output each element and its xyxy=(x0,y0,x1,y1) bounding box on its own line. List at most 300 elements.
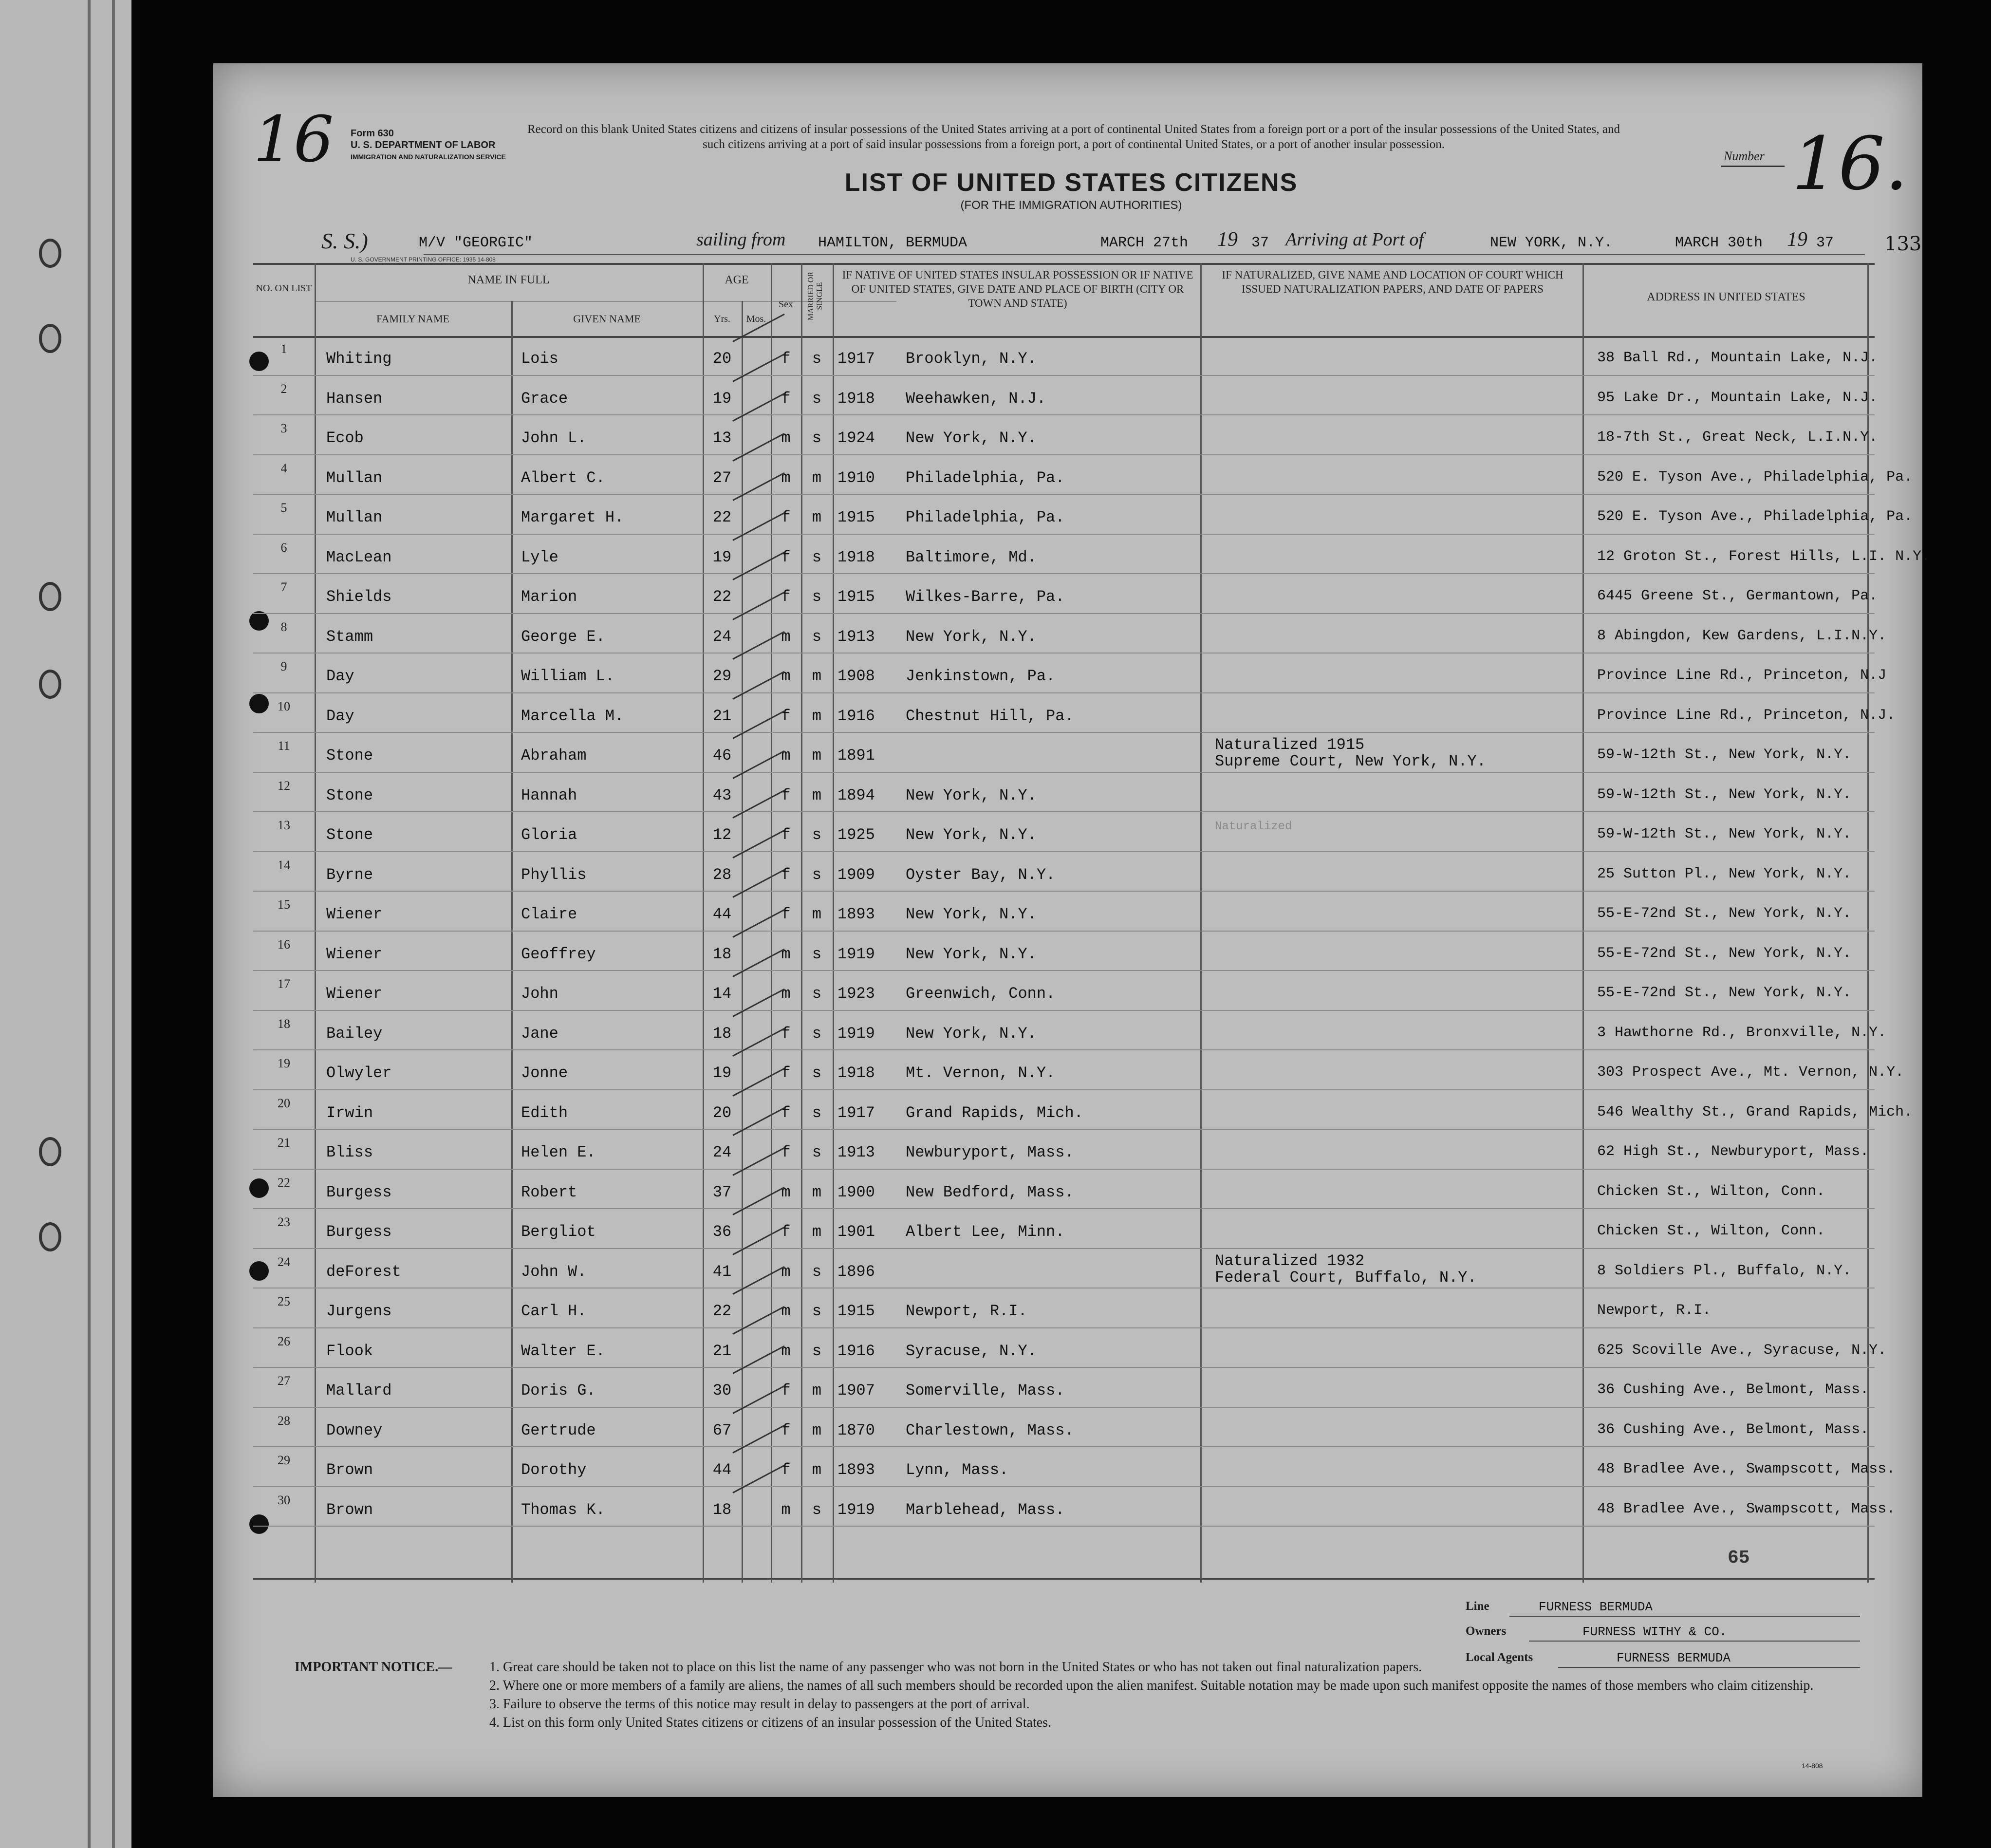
cell-family: Bailey xyxy=(326,1024,383,1043)
cell-family: Burgess xyxy=(326,1223,392,1241)
cell-address: 38 Ball Rd., Mountain Lake, N.J. xyxy=(1597,350,1878,366)
cell-ms: m xyxy=(812,707,822,725)
cell-age: 20 xyxy=(712,350,732,368)
cell-nat2: Federal Court, Buffalo, N.Y. xyxy=(1215,1268,1477,1287)
cell-address: 62 High St., Newburyport, Mass. xyxy=(1597,1143,1869,1160)
notice-item: 1. Great care should be taken not to place on this list the name of any passenger who was not born in the United States or who has not taken out final naturalization papers. xyxy=(489,1660,1422,1675)
cell-age: 28 xyxy=(712,865,732,884)
passenger-table xyxy=(253,263,1931,1583)
cell-year: 1917 xyxy=(837,350,875,368)
cell-year: 1913 xyxy=(837,1143,875,1161)
cell-year: 1910 xyxy=(837,468,875,487)
cell-no: 28 xyxy=(278,1413,290,1428)
binder-hole xyxy=(39,1137,61,1166)
cell-family: Jurgens xyxy=(326,1302,392,1320)
cell-nat1: Naturalized 1915 xyxy=(1215,736,1365,754)
cell-family: Wiener xyxy=(326,945,383,963)
cell-ms: m xyxy=(812,747,822,765)
cell-no: 24 xyxy=(278,1254,290,1269)
cell-ms: s xyxy=(812,429,822,447)
arrival-year-prefix: 19 xyxy=(1787,228,1807,251)
cell-no: 3 xyxy=(280,421,287,435)
cell-year: 1925 xyxy=(837,826,875,844)
form-code: 14-808 xyxy=(1802,1762,1823,1770)
cell-year: 1913 xyxy=(837,627,875,646)
arrival-year: 37 xyxy=(1816,235,1834,251)
cell-sex: f xyxy=(781,508,791,526)
cell-place: Lynn, Mass. xyxy=(906,1461,1009,1479)
cell-address: 55-E-72nd St., New York, N.Y. xyxy=(1597,945,1852,962)
table-row xyxy=(253,1328,1887,1368)
cell-given: George E. xyxy=(521,627,605,646)
cell-family: deForest xyxy=(326,1262,401,1281)
col-header-no: NO. ON LIST xyxy=(256,283,312,294)
cell-given: Bergliot xyxy=(521,1223,596,1241)
cell-sex: m xyxy=(781,945,791,963)
table-row xyxy=(253,1011,1887,1051)
table-row xyxy=(253,1288,1875,1328)
cell-place: Chestnut Hill, Pa. xyxy=(906,707,1074,725)
cell-no: 4 xyxy=(280,461,287,475)
cell-sex: f xyxy=(781,865,791,884)
cell-given: Helen E. xyxy=(521,1143,596,1161)
cell-age: 21 xyxy=(712,1342,732,1360)
line-label: Line xyxy=(1466,1600,1489,1613)
table-row xyxy=(253,1050,1904,1090)
cell-year: 1870 xyxy=(837,1421,875,1439)
cell-no: 15 xyxy=(278,897,290,912)
table-row xyxy=(253,1090,1913,1130)
cell-place: Baltimore, Md. xyxy=(906,548,1037,566)
col-header-family: FAMILY NAME xyxy=(376,313,449,325)
adjacent-page-edge xyxy=(0,0,131,1848)
cell-sex: m xyxy=(781,1342,791,1360)
cell-sex: f xyxy=(781,1064,791,1082)
cell-given: Margaret H. xyxy=(521,508,624,526)
cell-family: Day xyxy=(326,707,354,725)
cell-address: Chicken St., Wilton, Conn. xyxy=(1597,1183,1825,1200)
cell-no: 23 xyxy=(278,1215,290,1229)
page-subtitle: (FOR THE IMMIGRATION AUTHORITIES) xyxy=(960,199,1182,212)
cell-sex: f xyxy=(781,1143,791,1161)
cell-given: Lois xyxy=(521,350,558,368)
cell-no: 20 xyxy=(278,1096,290,1110)
cell-address: Province Line Rd., Princeton, N.J. xyxy=(1597,707,1896,724)
cell-age: 44 xyxy=(712,1461,732,1479)
cell-family: Stone xyxy=(326,786,373,804)
table-row xyxy=(253,614,1887,654)
cell-nat1: Naturalized 1932 xyxy=(1215,1251,1365,1270)
cell-sex: f xyxy=(781,588,791,606)
cell-ms: s xyxy=(812,548,822,566)
cell-no: 11 xyxy=(278,739,290,753)
cell-ms: m xyxy=(812,1223,822,1241)
cell-given: Marion xyxy=(521,588,577,606)
cell-no: 9 xyxy=(280,659,287,673)
cell-place: Newburyport, Mass. xyxy=(906,1143,1074,1161)
cell-sex: m xyxy=(781,429,791,447)
cell-address: 8 Abingdon, Kew Gardens, L.I.N.Y. xyxy=(1597,627,1887,644)
cell-age: 41 xyxy=(712,1262,732,1281)
cell-place: New York, N.Y. xyxy=(906,786,1037,804)
cell-no: 12 xyxy=(278,778,290,793)
cell-year: 1923 xyxy=(837,985,875,1003)
cell-sex: f xyxy=(781,707,791,725)
cell-age: 36 xyxy=(712,1223,732,1241)
col-header-given: GIVEN NAME xyxy=(573,313,641,325)
cell-no: 19 xyxy=(278,1056,290,1070)
cell-given: Claire xyxy=(521,905,577,923)
cell-sex: m xyxy=(781,468,791,487)
cell-place: Weehawken, N.J. xyxy=(906,389,1046,408)
cell-family: Ecob xyxy=(326,429,364,447)
cell-given: William L. xyxy=(521,667,615,685)
table-row xyxy=(253,733,1875,773)
cell-year: 1918 xyxy=(837,1064,875,1082)
cell-family: Hansen xyxy=(326,389,383,408)
cell-year: 1919 xyxy=(837,1500,875,1519)
sailing-label: sailing from xyxy=(696,229,786,250)
cell-sex: m xyxy=(781,985,791,1003)
page-total: 65 xyxy=(1728,1548,1750,1568)
cell-ms: s xyxy=(812,627,822,646)
cell-year: 1924 xyxy=(837,429,875,447)
table-bottom-border xyxy=(253,1578,1875,1580)
cell-ms: s xyxy=(812,1143,822,1161)
cell-year: 1918 xyxy=(837,548,875,566)
notice-item: 3. Failure to observe the terms of this notice may result in delay to passengers at the port of arrival. xyxy=(489,1697,1030,1712)
arrival-date: MARCH 30th xyxy=(1675,235,1763,251)
notice-item: 4. List on this form only United States citizens or citizens of an insular possession of the United States. xyxy=(489,1715,1052,1730)
cell-sex: f xyxy=(781,548,791,566)
cell-given: Gloria xyxy=(521,826,577,844)
cell-family: Stone xyxy=(326,747,373,765)
cell-given: Jane xyxy=(521,1024,558,1043)
table-row xyxy=(253,971,1875,1011)
depart-year: 37 xyxy=(1251,235,1269,251)
cell-given: Jonne xyxy=(521,1064,568,1082)
table-row xyxy=(253,1170,1875,1210)
cell-address: Chicken St., Wilton, Conn. xyxy=(1597,1223,1825,1239)
cell-place: New York, N.Y. xyxy=(906,627,1037,646)
cell-year: 1900 xyxy=(837,1183,875,1201)
line-underline xyxy=(1509,1616,1860,1617)
cell-given: Grace xyxy=(521,389,568,408)
cell-ms: s xyxy=(812,1262,822,1281)
table-row xyxy=(253,932,1875,971)
table-row xyxy=(253,574,1878,614)
table-row xyxy=(253,892,1875,932)
cell-family: Brown xyxy=(326,1500,373,1519)
cell-sex: f xyxy=(781,1421,791,1439)
cell-sex: f xyxy=(781,905,791,923)
cell-no: 14 xyxy=(278,858,290,872)
cell-given: Hannah xyxy=(521,786,577,804)
cell-sex: f xyxy=(781,1461,791,1479)
cell-age: 29 xyxy=(712,667,732,685)
cell-sex: m xyxy=(781,1302,791,1320)
cell-year: 1893 xyxy=(837,905,875,923)
cell-place: Oyster Bay, N.Y. xyxy=(906,865,1056,884)
cell-address: 25 Sutton Pl., New York, N.Y. xyxy=(1597,865,1852,882)
corner-handwritten-number: 16 xyxy=(253,102,334,176)
cell-ms: m xyxy=(812,667,822,685)
cell-family: Bliss xyxy=(326,1143,373,1161)
col-header-address: ADDRESS IN UNITED STATES xyxy=(1647,291,1805,303)
cell-no: 29 xyxy=(278,1453,290,1467)
binder-hole xyxy=(39,670,61,699)
cell-place: New York, N.Y. xyxy=(906,1024,1037,1043)
cell-age: 43 xyxy=(712,786,732,804)
cell-year: 1919 xyxy=(837,945,875,963)
owners-value: FURNESS WITHY & CO. xyxy=(1582,1624,1727,1639)
cell-family: Flook xyxy=(326,1342,373,1360)
cell-age: 24 xyxy=(712,627,732,646)
cell-family: Downey xyxy=(326,1421,383,1439)
cell-sex: m xyxy=(781,1262,791,1281)
cell-no: 17 xyxy=(278,977,290,991)
cell-place: Albert Lee, Minn. xyxy=(906,1223,1065,1241)
table-row xyxy=(253,1408,1875,1448)
cell-address: 520 E. Tyson Ave., Philadelphia, Pa. xyxy=(1597,468,1913,485)
cell-sex: f xyxy=(781,1223,791,1241)
cell-age: 18 xyxy=(712,1024,732,1043)
table-row xyxy=(253,376,1878,416)
cell-age: 14 xyxy=(712,985,732,1003)
cell-place: Marblehead, Mass. xyxy=(906,1500,1065,1519)
cell-age: 20 xyxy=(712,1103,732,1122)
cell-year: 1891 xyxy=(837,747,875,765)
cell-year: 1915 xyxy=(837,1302,875,1320)
cell-given: Phyllis xyxy=(521,865,587,884)
cell-family: Stone xyxy=(326,826,373,844)
cell-family: Wiener xyxy=(326,905,383,923)
table-row xyxy=(253,773,1875,813)
cell-no: 25 xyxy=(278,1294,290,1308)
cell-ms: s xyxy=(812,945,822,963)
owners-label: Owners xyxy=(1466,1624,1507,1638)
cell-nat2: Supreme Court, New York, N.Y. xyxy=(1215,752,1486,770)
page-fold xyxy=(88,0,91,1848)
cell-place: Newport, R.I. xyxy=(906,1302,1027,1320)
col-header-yrs: Yrs. xyxy=(714,314,730,324)
cell-no: 2 xyxy=(280,381,287,396)
col-header-age: AGE xyxy=(725,274,749,286)
cell-place: Mt. Vernon, N.Y. xyxy=(906,1064,1056,1082)
cell-ms: s xyxy=(812,1302,822,1320)
ss-label: S. S.) xyxy=(321,228,368,253)
cell-sex: f xyxy=(781,1024,791,1043)
cell-year: 1893 xyxy=(837,1461,875,1479)
cell-family: Mullan xyxy=(326,508,383,526)
from-port: HAMILTON, BERMUDA xyxy=(818,235,968,251)
notice-items xyxy=(489,1658,1867,1732)
cell-address: 48 Bradlee Ave., Swampscott, Mass. xyxy=(1597,1461,1896,1477)
cell-ms: s xyxy=(812,588,822,606)
cell-age: 18 xyxy=(712,1500,732,1519)
cell-age: 21 xyxy=(712,707,732,725)
cell-no: 5 xyxy=(280,501,287,515)
cell-family: Mallard xyxy=(326,1381,392,1400)
table-row xyxy=(253,1209,1875,1249)
cell-address: 59-W-12th St., New York, N.Y. xyxy=(1597,826,1852,842)
col-header-sex: Sex xyxy=(779,299,793,310)
cell-given: Doris G. xyxy=(521,1381,596,1400)
cell-ms: s xyxy=(812,1103,822,1122)
cell-ms: m xyxy=(812,1183,822,1201)
table-row xyxy=(253,455,1913,495)
cell-family: Burgess xyxy=(326,1183,392,1201)
cell-address: 59-W-12th St., New York, N.Y. xyxy=(1597,747,1852,763)
cell-address: 520 E. Tyson Ave., Philadelphia, Pa. xyxy=(1597,508,1913,525)
cell-family: MacLean xyxy=(326,548,392,566)
table-row xyxy=(253,336,1878,376)
cell-age: 19 xyxy=(712,1064,732,1082)
cell-year: 1915 xyxy=(837,508,875,526)
table-row xyxy=(253,653,1887,693)
arrival-port: NEW YORK, N.Y. xyxy=(1490,235,1613,251)
cell-address: Province Line Rd., Princeton, N.J xyxy=(1597,667,1887,684)
cell-age: 19 xyxy=(712,389,732,408)
cell-given: Dorothy xyxy=(521,1461,587,1479)
cell-family: Day xyxy=(326,667,354,685)
owners-underline xyxy=(1529,1641,1860,1642)
cell-ms: s xyxy=(812,1064,822,1082)
cell-age: 30 xyxy=(712,1381,732,1400)
cell-year: 1896 xyxy=(837,1262,875,1281)
cell-ms: s xyxy=(812,389,822,408)
cell-given: Albert C. xyxy=(521,468,605,487)
form-identity xyxy=(351,128,506,163)
cell-year: 1909 xyxy=(837,865,875,884)
binder-hole xyxy=(39,582,61,611)
cell-place: Greenwich, Conn. xyxy=(906,985,1056,1003)
cell-age: 13 xyxy=(712,429,732,447)
cell-ms: m xyxy=(812,786,822,804)
cell-address: 55-E-72nd St., New York, N.Y. xyxy=(1597,985,1852,1001)
cell-ms: m xyxy=(812,1461,822,1479)
cell-family: Wiener xyxy=(326,985,383,1003)
cell-sex: m xyxy=(781,1500,791,1519)
table-row xyxy=(253,1368,1875,1408)
cell-given: Robert xyxy=(521,1183,577,1201)
cell-age: 12 xyxy=(712,826,732,844)
cell-ms: m xyxy=(812,1381,822,1400)
cell-no: 22 xyxy=(278,1175,290,1190)
cell-family: Stamm xyxy=(326,627,373,646)
cell-year: 1908 xyxy=(837,667,875,685)
col-header-married: MARRIED OR SINGLE xyxy=(807,272,824,321)
cell-no: 6 xyxy=(280,540,287,555)
cell-sex: f xyxy=(781,1103,791,1122)
cell-year: 1907 xyxy=(837,1381,875,1400)
cell-age: 37 xyxy=(712,1183,732,1201)
cell-family: Irwin xyxy=(326,1103,373,1122)
cell-address: 36 Cushing Ave., Belmont, Mass. xyxy=(1597,1381,1869,1398)
col-header-birth: IF NATIVE OF UNITED STATES INSULAR POSSESSION OR IF NATIVE OF UNITED STATES, GIVE DATE AND PLACE OF BIRTH (CITY OR TOWN AND STATE) xyxy=(842,269,1193,309)
cell-address: 625 Scoville Ave., Syracuse, N.Y. xyxy=(1597,1342,1887,1359)
cell-no: 7 xyxy=(280,580,287,594)
cell-age: 46 xyxy=(712,747,732,765)
page-title: LIST OF UNITED STATES CITIZENS xyxy=(844,168,1298,197)
cell-address: Newport, R.I. xyxy=(1597,1302,1712,1319)
cell-place: New York, N.Y. xyxy=(906,429,1037,447)
cell-no: 30 xyxy=(278,1493,290,1507)
cell-given: Thomas K. xyxy=(521,1500,605,1519)
cell-ms: s xyxy=(812,985,822,1003)
table-row xyxy=(253,1130,1875,1170)
page-fold xyxy=(112,0,115,1848)
table-row xyxy=(253,535,1931,575)
cell-no: 27 xyxy=(278,1374,290,1388)
notice-item: 2. Where one or more members of a family are aliens, the names of all such members should be recorded upon the alien manifest. Suitable notation may be made upon such manifest opposite the names of those members who claim citizenship. xyxy=(489,1678,1814,1693)
cell-family: Shields xyxy=(326,588,392,606)
table-row xyxy=(253,693,1896,733)
cell-sex: m xyxy=(781,627,791,646)
cell-given: John L. xyxy=(521,429,587,447)
cell-age: 18 xyxy=(712,945,732,963)
cell-place: Somerville, Mass. xyxy=(906,1381,1065,1400)
number-underline xyxy=(1721,166,1785,167)
cell-sex: m xyxy=(781,747,791,765)
col-header-name-in-full: NAME IN FULL xyxy=(467,274,550,286)
cell-ms: s xyxy=(812,1024,822,1043)
cell-address: 8 Soldiers Pl., Buffalo, N.Y. xyxy=(1597,1262,1852,1279)
col-header-naturalized: IF NATURALIZED, GIVE NAME AND LOCATION OF COURT WHICH ISSUED NATURALIZATION PAPERS, AND DATE OF PAPERS xyxy=(1222,269,1563,295)
cell-given: Walter E. xyxy=(521,1342,605,1360)
cell-address: 48 Bradlee Ave., Swampscott, Mass. xyxy=(1597,1500,1896,1517)
cell-address: 36 Cushing Ave., Belmont, Mass. xyxy=(1597,1421,1869,1438)
cell-age: 24 xyxy=(712,1143,732,1161)
cell-place: Jenkinstown, Pa. xyxy=(906,667,1056,685)
col-header-mos: Mos. xyxy=(746,314,766,324)
row-rule xyxy=(253,1526,1875,1527)
cell-given: Edith xyxy=(521,1103,568,1122)
cell-given: John xyxy=(521,985,558,1003)
table-row xyxy=(253,1447,1896,1487)
table-row xyxy=(253,852,1875,892)
cell-given: Abraham xyxy=(521,747,587,765)
cell-given: Geoffrey xyxy=(521,945,596,963)
cell-place: Wilkes-Barre, Pa. xyxy=(906,588,1065,606)
depart-year-prefix: 19 xyxy=(1217,228,1238,251)
cell-ms: m xyxy=(812,1421,822,1439)
printer-note: U. S. GOVERNMENT PRINTING OFFICE: 1935 14-808 xyxy=(351,256,496,263)
cell-no: 13 xyxy=(278,818,290,832)
cell-ms: s xyxy=(812,1500,822,1519)
cell-given: Gertrude xyxy=(521,1421,596,1439)
binder-hole xyxy=(39,239,61,268)
cell-place: Syracuse, N.Y. xyxy=(906,1342,1037,1360)
cell-sex: f xyxy=(781,826,791,844)
table-row xyxy=(253,415,1878,455)
cell-year: 1916 xyxy=(837,707,875,725)
cell-age: 19 xyxy=(712,548,732,566)
cell-address: 18-7th St., Great Neck, L.I.N.Y. xyxy=(1597,429,1878,446)
cell-place: Philadelphia, Pa. xyxy=(906,468,1065,487)
cell-place: New York, N.Y. xyxy=(906,945,1037,963)
cell-ms: m xyxy=(812,508,822,526)
cell-no: 8 xyxy=(280,619,287,634)
voyage-underline xyxy=(424,254,1865,255)
cell-address: 55-E-72nd St., New York, N.Y. xyxy=(1597,905,1852,922)
page-stamp: 133 xyxy=(1884,233,1922,255)
form-number: Form 630 xyxy=(351,128,394,139)
table-row xyxy=(253,495,1913,535)
cell-year: 1919 xyxy=(837,1024,875,1043)
depart-date: MARCH 27th xyxy=(1100,235,1189,251)
cell-no: 16 xyxy=(278,937,290,952)
